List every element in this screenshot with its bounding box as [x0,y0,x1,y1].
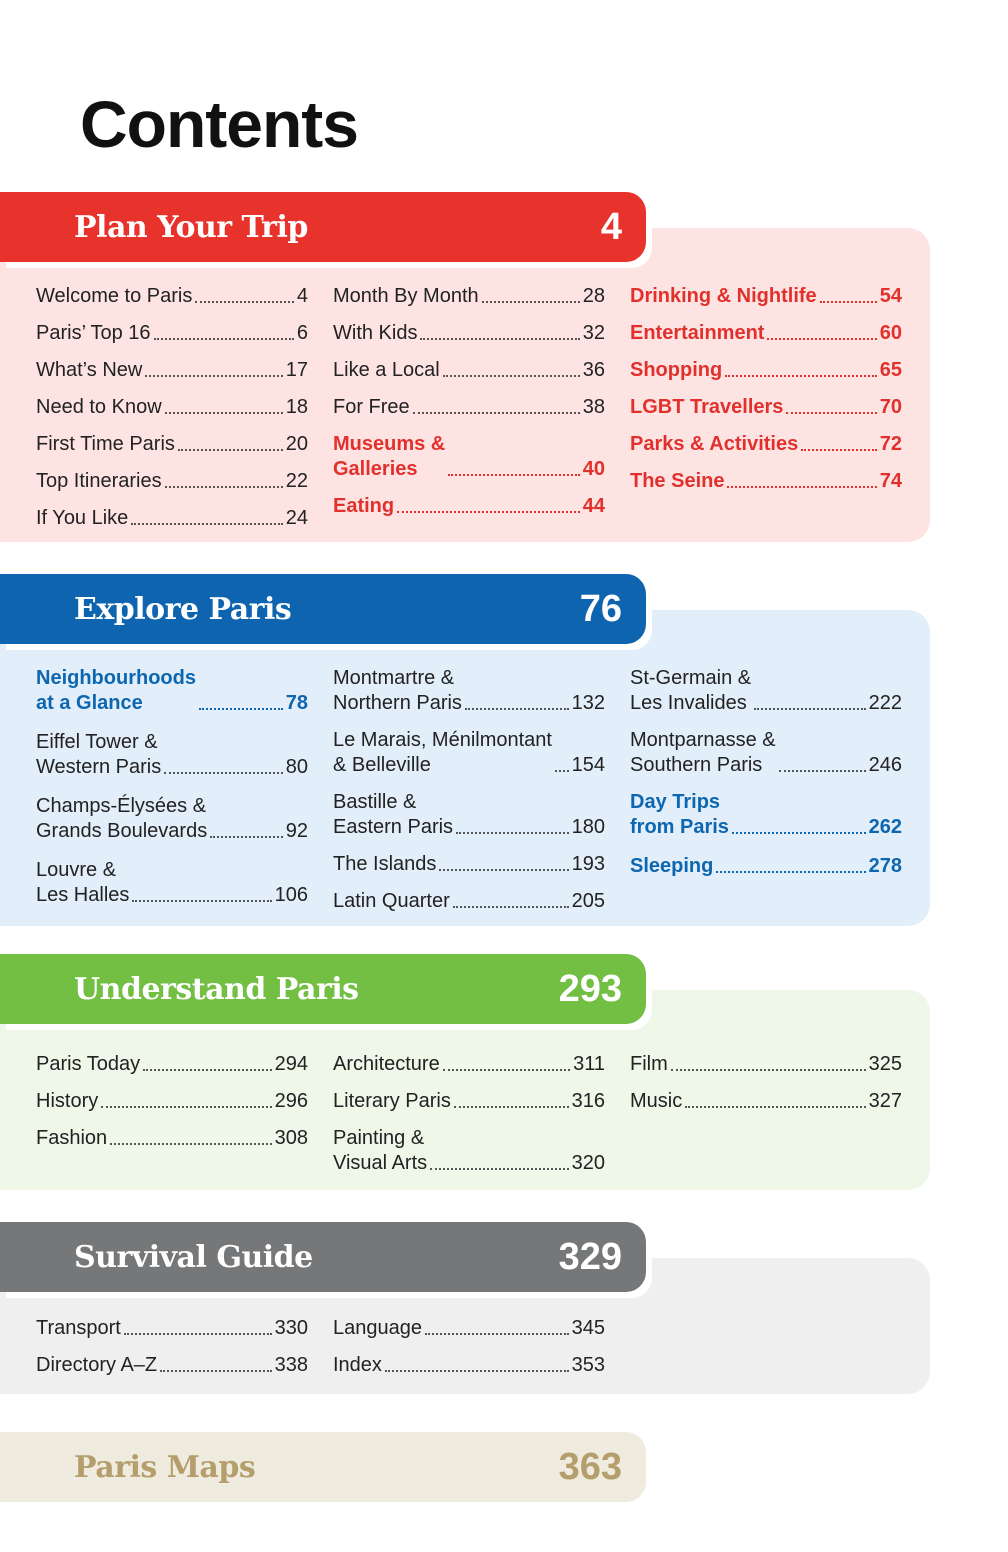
toc-entry-page: 44 [582,495,605,517]
toc-entry-label: Paris Today [36,1053,141,1075]
toc-entry[interactable] [630,1089,902,1114]
toc-entry-label: Need to Know [36,396,162,418]
leader-dots [443,375,580,377]
toc-entry[interactable] [36,1316,308,1341]
leader-dots [465,708,569,710]
toc-entry-page: 20 [285,433,308,455]
toc-entry-label: St-Germain & Les Invalides [630,667,752,714]
leader-dots [165,486,283,488]
section-page-number: 293 [558,967,622,1010]
toc-entry[interactable] [36,395,308,420]
toc-entry[interactable] [36,858,308,908]
leader-dots [430,1168,569,1170]
toc-entry-page: 92 [285,820,308,842]
toc-entry[interactable] [333,284,605,309]
leader-dots [786,412,876,414]
toc-entry-page: 316 [571,1090,605,1112]
toc-entry-label: Paris’ Top 16 [36,322,151,344]
section-plan-your-trip [0,192,1008,544]
section-understand-paris [0,954,1008,1190]
leader-dots [124,1333,272,1335]
toc-entry-page: 345 [571,1317,605,1339]
leader-dots [110,1143,271,1145]
toc-entry-label: Shopping [630,359,723,381]
toc-entry-page: 205 [571,890,605,912]
section-title: Understand Paris [74,971,359,1007]
toc-column-2 [333,284,605,531]
toc-entry[interactable] [36,432,308,457]
page-title: Contents [80,87,358,161]
leader-dots [199,708,283,710]
toc-entry-page: 327 [868,1090,902,1112]
toc-entry-highlight[interactable] [630,854,902,879]
section-title: Survival Guide [74,1239,313,1275]
toc-entry[interactable] [36,730,308,780]
leader-dots [164,772,283,774]
toc-entry[interactable] [333,1316,605,1341]
toc-entry-label: Drinking & Nightlife [630,285,817,307]
toc-entry[interactable] [36,1126,308,1151]
toc-entry-page: 330 [274,1317,308,1339]
toc-entry-label: Parks & Activities [630,433,799,455]
toc-entry-label: What’s New [36,359,143,381]
toc-entry-highlight[interactable] [630,284,902,309]
toc-entry-label: Louvre & Les Halles [36,859,130,906]
leader-dots [779,770,866,772]
leader-dots [385,1370,569,1372]
toc-entry[interactable] [36,506,308,531]
toc-entry-label: Eiffel Tower & Western Paris [36,731,162,778]
toc-entry-page: 320 [571,1152,605,1174]
toc-entry[interactable] [36,1353,308,1378]
section-page-number: 76 [579,587,622,630]
toc-entry-label: Montparnasse & Southern Paris [630,729,776,776]
leader-dots [178,449,283,451]
leader-dots [685,1106,865,1108]
toc-entry-page: 18 [285,396,308,418]
leader-dots [160,1370,271,1372]
leader-dots [195,301,294,303]
leader-dots [671,1069,866,1071]
toc-entry-page: 353 [571,1354,605,1376]
section-title: Paris Maps [74,1449,256,1485]
toc-entry-page: 72 [879,433,902,455]
toc-column-1 [36,666,308,922]
toc-entry-page: 60 [879,322,902,344]
leader-dots [101,1106,271,1108]
toc-entry-label: LGBT Travellers [630,396,784,418]
section-header[interactable] [0,192,646,262]
toc-entry-highlight[interactable] [630,395,902,420]
toc-entry-label: Transport [36,1317,121,1339]
leader-dots [439,869,568,871]
toc-entry[interactable] [36,1052,308,1077]
toc-entry[interactable] [333,852,605,877]
toc-entry-label: With Kids [333,322,418,344]
toc-column-2 [333,1052,605,1188]
toc-entry[interactable] [333,728,605,778]
leader-dots [482,301,580,303]
toc-entry-page: 70 [879,396,902,418]
toc-entry-label: Latin Quarter [333,890,450,912]
toc-column-1 [36,1052,308,1163]
leader-dots [820,301,877,303]
leader-dots [132,900,271,902]
toc-entry-page: 106 [274,884,308,906]
leader-dots [143,1069,271,1071]
toc-entry-label: If You Like [36,507,129,529]
toc-entry-page: 24 [285,507,308,529]
toc-column-2 [333,666,605,926]
toc-entry-highlight[interactable] [630,321,902,346]
toc-entry-page: 54 [879,285,902,307]
toc-entry-label: For Free [333,396,410,418]
toc-entry-highlight[interactable] [333,494,605,519]
section-title: Plan Your Trip [74,209,308,245]
toc-entry-page: 325 [868,1053,902,1075]
toc-entry-page: 74 [879,470,902,492]
toc-entry-label: Top Itineraries [36,470,162,492]
toc-entry-label: Film [630,1053,668,1075]
toc-entry-page: 22 [285,470,308,492]
leader-dots [801,449,877,451]
section-paris-maps [0,1432,1008,1504]
toc-entry[interactable] [333,1353,605,1378]
toc-entry-highlight[interactable] [630,790,902,840]
leader-dots [165,412,283,414]
toc-entry-label: Museums & Galleries [333,433,446,480]
leader-dots [454,1106,569,1108]
leader-dots [443,1069,570,1071]
leader-dots [420,338,579,340]
section-title: Explore Paris [74,591,292,627]
toc-entry-label: Neighbourhoods at a Glance [36,667,196,714]
toc-column-1 [36,284,308,543]
toc-entry[interactable] [333,1126,605,1176]
toc-entry-page: 246 [868,754,902,776]
toc-entry[interactable] [36,794,308,844]
leader-dots [397,511,580,513]
toc-entry-page: 17 [285,359,308,381]
toc-entry-label: Welcome to Paris [36,285,193,307]
leader-dots [154,338,294,340]
toc-entry-page: 193 [571,853,605,875]
toc-entry[interactable] [36,321,308,346]
toc-entry-label: Fashion [36,1127,108,1149]
section-explore-paris [0,574,1008,926]
leader-dots [453,906,569,908]
toc-entry-label: Day Trips from Paris [630,791,729,838]
toc-entry-page: 78 [285,692,308,714]
toc-entry-highlight[interactable] [630,358,902,383]
toc-entry-label: Montmartre & Northern Paris [333,667,462,714]
toc-entry-page: 296 [274,1090,308,1112]
leader-dots [725,375,877,377]
leader-dots [767,338,876,340]
toc-entry-label: First Time Paris [36,433,175,455]
toc-entry-page: 154 [571,754,605,776]
leader-dots [145,375,282,377]
toc-column-3 [630,284,902,506]
toc-entry[interactable] [630,666,902,716]
toc-entry-page: 6 [296,322,308,344]
toc-entry[interactable] [36,284,308,309]
toc-entry-label: Music [630,1090,683,1112]
toc-entry-page: 132 [571,692,605,714]
toc-entry[interactable] [333,666,605,716]
toc-entry-label: Index [333,1354,382,1376]
section-header[interactable] [0,954,646,1024]
toc-entry[interactable] [333,1052,605,1077]
section-page-number: 4 [600,205,622,248]
toc-entry-page: 311 [573,1053,605,1075]
toc-entry-page: 278 [868,855,902,877]
toc-entry-label: Month By Month [333,285,479,307]
toc-entry-page: 80 [285,756,308,778]
toc-entry-label: Eating [333,495,395,517]
toc-column-3 [630,1052,902,1126]
toc-entry[interactable] [630,1052,902,1077]
toc-entry[interactable] [333,321,605,346]
leader-dots [425,1333,569,1335]
section-header[interactable] [0,574,646,644]
toc-entry-label: Painting & Visual Arts [333,1127,428,1174]
toc-entry-page: 180 [571,816,605,838]
toc-entry[interactable] [333,1089,605,1114]
toc-entry-label: Directory A–Z [36,1354,158,1376]
toc-entry-page: 40 [582,458,605,480]
section-header[interactable] [0,1432,646,1502]
toc-column-2 [333,1316,605,1390]
toc-entry-page: 28 [582,285,605,307]
toc-entry[interactable] [36,1089,308,1114]
section-page-number: 329 [558,1235,622,1278]
toc-entry[interactable] [333,889,605,914]
toc-entry[interactable] [36,469,308,494]
leader-dots [754,708,865,710]
toc-entry-page: 65 [879,359,902,381]
toc-entry-page: 308 [274,1127,308,1149]
toc-column-1 [36,1316,308,1390]
toc-entry[interactable] [333,790,605,840]
toc-entry-highlight[interactable] [36,666,308,716]
toc-entry[interactable] [630,728,902,778]
leader-dots [555,770,569,772]
toc-entry-label: Architecture [333,1053,440,1075]
leader-dots [210,836,283,838]
leader-dots [727,486,876,488]
toc-entry-label: History [36,1090,99,1112]
leader-dots [716,871,865,873]
leader-dots [732,832,866,834]
toc-column-3 [630,666,902,891]
toc-entry-page: 294 [274,1053,308,1075]
leader-dots [448,474,580,476]
leader-dots [456,832,569,834]
toc-entry-label: Bastille & Eastern Paris [333,791,454,838]
leader-dots [131,523,282,525]
toc-entry-page: 38 [582,396,605,418]
section-survival-guide [0,1222,1008,1394]
toc-entry-label: Champs-Élysées & Grands Boulevards [36,795,208,842]
toc-entry-label: Literary Paris [333,1090,451,1112]
toc-entry[interactable] [36,358,308,383]
toc-entry-label: Entertainment [630,322,765,344]
toc-entry-page: 32 [582,322,605,344]
toc-entry-page: 36 [582,359,605,381]
section-page-number: 363 [558,1445,622,1488]
toc-entry[interactable] [333,358,605,383]
toc-entry[interactable] [333,395,605,420]
toc-entry-highlight[interactable] [333,432,605,482]
toc-entry-page: 222 [868,692,902,714]
toc-entry-page: 338 [274,1354,308,1376]
toc-entry-label: Sleeping [630,855,714,877]
leader-dots [413,412,580,414]
toc-entry-highlight[interactable] [630,432,902,457]
toc-entry-highlight[interactable] [630,469,902,494]
section-header[interactable] [0,1222,646,1292]
toc-entry-label: Like a Local [333,359,440,381]
toc-entry-label: Le Marais, Ménilmontant & Belleville [333,729,552,776]
toc-entry-page: 262 [868,816,902,838]
toc-entry-page: 4 [296,285,308,307]
toc-entry-label: Language [333,1317,422,1339]
toc-entry-label: The Islands [333,853,437,875]
toc-entry-label: The Seine [630,470,725,492]
